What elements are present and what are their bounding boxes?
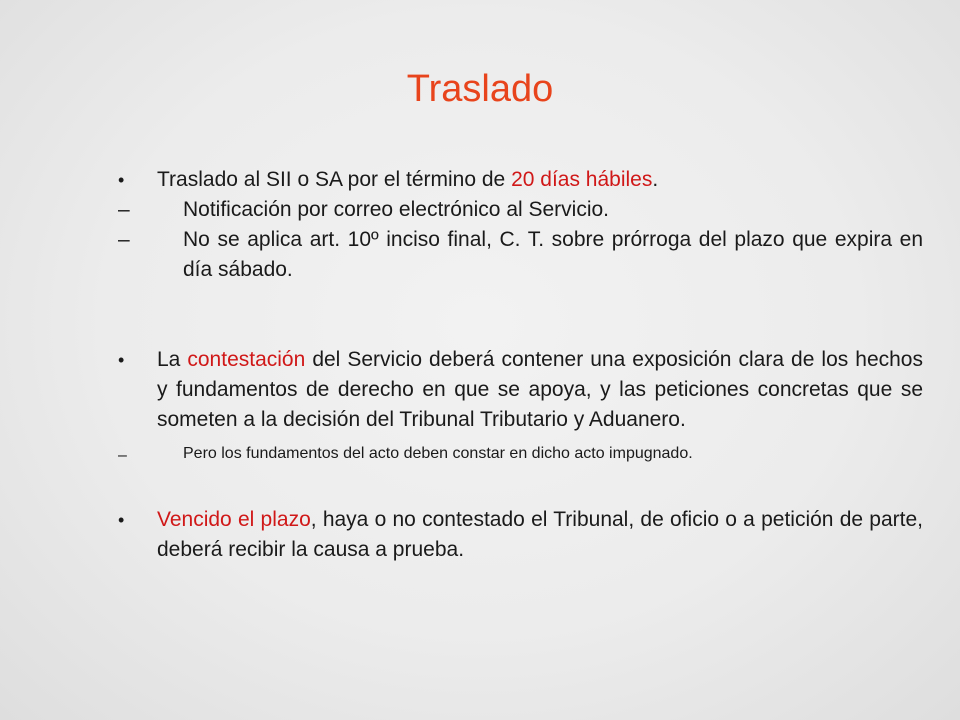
bullet-text-2 <box>157 345 923 435</box>
bullet-text-1-post: . <box>652 168 659 191</box>
sub-item-1-1 <box>0 195 960 225</box>
bullet-item-1 <box>0 165 960 195</box>
bullet-icon: • <box>118 350 125 370</box>
slide-content <box>0 165 960 565</box>
bullet-text-1-pre: Traslado al SII o SA por el término de <box>157 168 512 191</box>
bullet-text-3 <box>157 505 923 565</box>
highlight-contestacion: contestación <box>187 348 306 371</box>
bullet-icon: • <box>118 510 125 530</box>
bullet-text-1 <box>157 165 923 195</box>
bullet-item-2 <box>0 345 960 435</box>
sub-text-1-1: Notificación por correo electrónico al Servicio. <box>183 198 610 221</box>
bullet-text-3-post: , haya o no contestado el Tribunal, de oficio o a petición de parte, deberá recibir la causa a prueba. <box>157 508 923 561</box>
slide-title: Traslado <box>406 68 554 110</box>
sub-text-2-1: Pero los fundamentos del acto deben constar en dicho acto impugnado. <box>183 445 693 462</box>
bullet-text-2-pre: La <box>157 348 188 371</box>
sub-item-1-2 <box>0 225 960 285</box>
dash-icon: – <box>118 447 127 464</box>
dash-icon: – <box>118 198 130 221</box>
sub-text-1-2: No se aplica art. 10º inciso final, C. T. sobre prórroga del plazo que expira en día sábado. <box>183 228 923 281</box>
bullet-text-2-post: del Servicio deberá contener una exposición clara de los hechos y fundamentos de derecho en que se apoya, y las peticiones concretas que se someten a la decisión del Tribunal Tributario y Aduanero. <box>157 348 923 431</box>
bullet-item-3 <box>0 505 960 565</box>
dash-icon: – <box>118 228 130 251</box>
highlight-20-dias: 20 días hábiles <box>511 168 653 191</box>
highlight-vencido-el-plazo: Vencido el plazo <box>157 508 311 531</box>
bullet-icon: • <box>118 170 125 190</box>
sub-item-2-1 <box>0 441 960 467</box>
